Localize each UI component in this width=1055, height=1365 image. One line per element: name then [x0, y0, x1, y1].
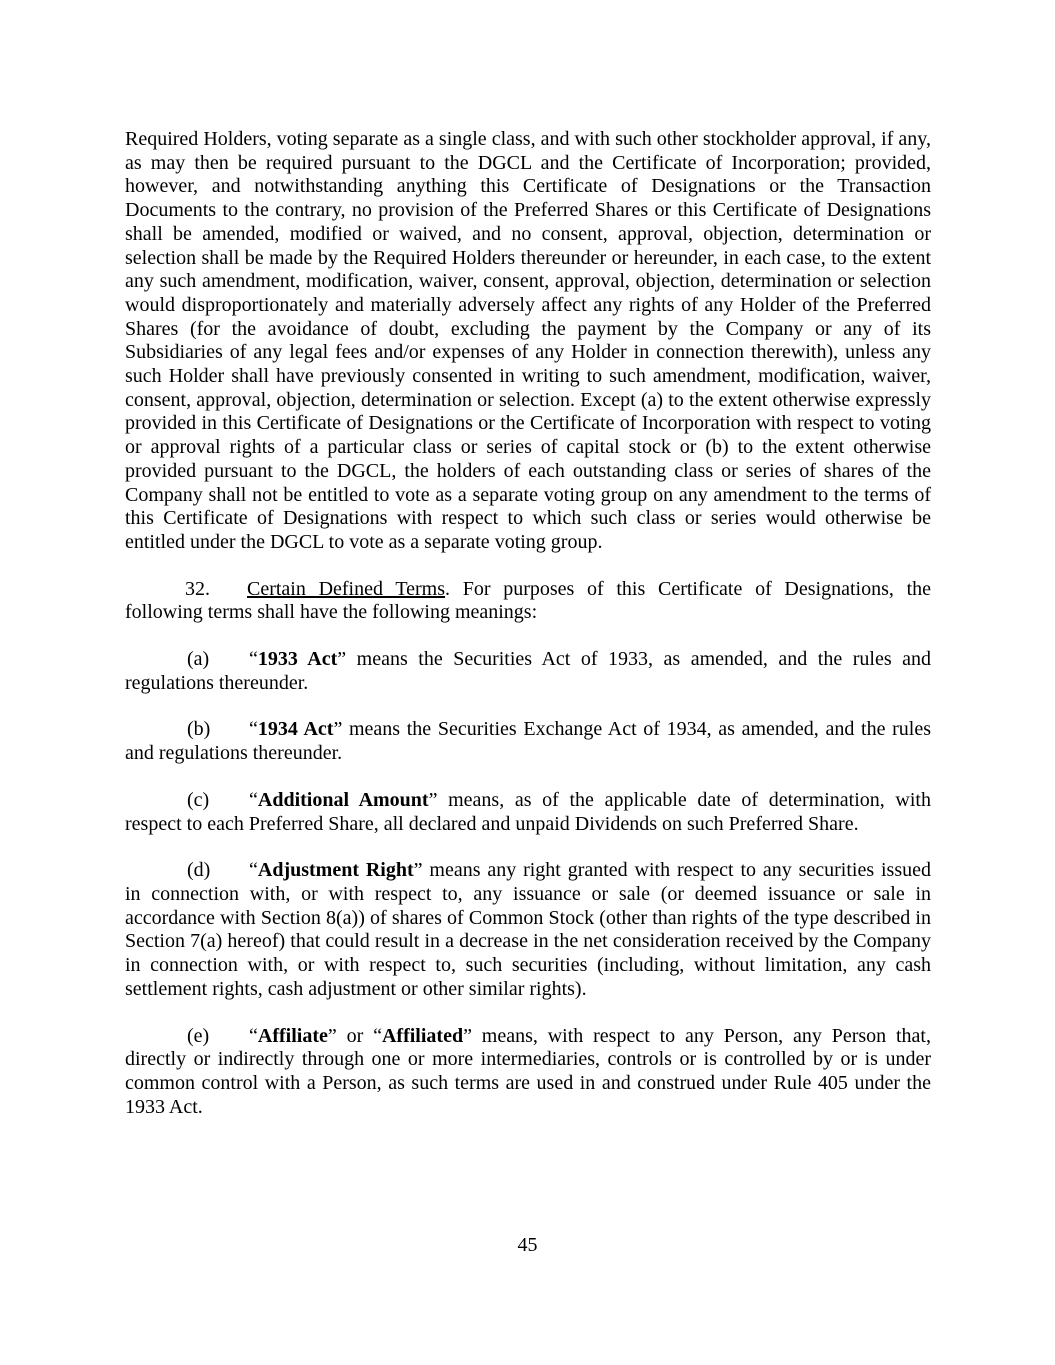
section-32-certain-defined-terms — [125, 578, 931, 625]
text-segment: ” or “ — [327, 1024, 382, 1047]
definition-d-adjustment-right — [125, 859, 931, 1001]
continuation-paragraph: Required Holders, voting separate as a single class, and with such other stockholder approval, if any, as may then be required pursuant to the DGCL and the Certificate of Incorporation; provided, however, and notwithstanding anything this Certificate of Designations or the Transaction Documents to the contrary, no provision of the Preferred Shares or this Certificate of Designations shall be amended, modified or waived, and no consent, approval, objection, determination or selection shall be made by the Required Holders thereunder or hereunder, in each case, to the extent any such amendment, modification, waiver, consent, approval, objection, determination or selection would disproportionately and materially adversely affect any rights of any Holder of the Preferred Shares (for the avoidance of doubt, excluding the payment by the Company or any of its Subsidiaries of any legal fees and/or expenses of any Holder in connection therewith), unless any such Holder shall have previously consented in writing to such amendment, modification, waiver, consent, approval, objection, determination or selection. Except (a) to the extent otherwise expressly provided in this Certificate of Designations or the Certificate of Incorporation with respect to voting or approval rights of a particular class or series of capital stock or (b) to the extent otherwise provided pursuant to the DGCL, the holders of each outstanding class or series of shares of the Company shall not be entitled to vote as a separate voting group on any amendment to the terms of this Certificate of Designations with respect to which such class or series would otherwise be entitled under the DGCL to vote as a separate voting group. — [125, 128, 931, 553]
text-segment: (c) — [187, 788, 210, 811]
definition-e-affiliate — [125, 1025, 931, 1120]
text-segment: ” means, with respect to any Person, any Person that, directly or indirectly through one or more intermediaries, controls or is controlled by or is under common control with a Person, as such terms are used in and construed under Rule 405 under the 1933 Act. — [125, 1024, 931, 1118]
text-segment: Affiliate — [257, 1024, 328, 1047]
text-segment: “ — [249, 1024, 258, 1047]
text-segment: “ — [249, 648, 258, 671]
text-segment: 32. — [185, 577, 210, 600]
document-body — [125, 128, 931, 1142]
text-segment: ” means the Securities Exchange Act of 1934, as amended, and the rules and regulations thereunder. — [125, 718, 931, 765]
text-segment: 1934 Act — [257, 718, 334, 741]
definition-a-1933-act — [125, 648, 931, 695]
text-segment: ” means, as of the applicable date of determination, with respect to each Preferred Share, all declared and unpaid Dividends on such Preferred Share. — [125, 788, 931, 835]
text-segment: . For purposes of this Certificate of Designations, the following terms shall have the following meanings: — [125, 577, 931, 624]
text-segment: Affiliated — [381, 1024, 464, 1047]
page-number: 45 — [517, 1234, 538, 1256]
text-segment: (e) — [187, 1024, 210, 1047]
text-segment: Adjustment Right — [257, 859, 414, 882]
text-segment: Certain Defined Terms — [247, 577, 446, 600]
text-segment: (d) — [187, 859, 211, 882]
text-segment: ” means any right granted with respect to any securities issued in connection with, or with respect to, any issuance or sale (or deemed issuance or sale in accordance with Section 8(a)) of shares of Common Stock (other than rights of the type described in Section 7(a) hereof) that could result in a decrease in the net consideration received by the Company in connection with, or with respect to, such securities (including, without limitation, any cash settlement rights, cash adjustment or other similar rights). — [125, 859, 931, 1000]
definition-c-additional-amount — [125, 789, 931, 836]
text-segment: 1933 Act — [257, 648, 338, 671]
text-segment: “ — [249, 718, 258, 741]
text-segment: “ — [249, 788, 258, 811]
text-segment: “ — [249, 859, 258, 882]
text-segment: (a) — [187, 648, 210, 671]
text-segment: Additional Amount — [257, 788, 429, 811]
text-segment: (b) — [187, 718, 211, 741]
text-segment: ” means the Securities Act of 1933, as amended, and the rules and regulations thereunder. — [125, 648, 931, 694]
definition-b-1934-act — [125, 718, 931, 765]
